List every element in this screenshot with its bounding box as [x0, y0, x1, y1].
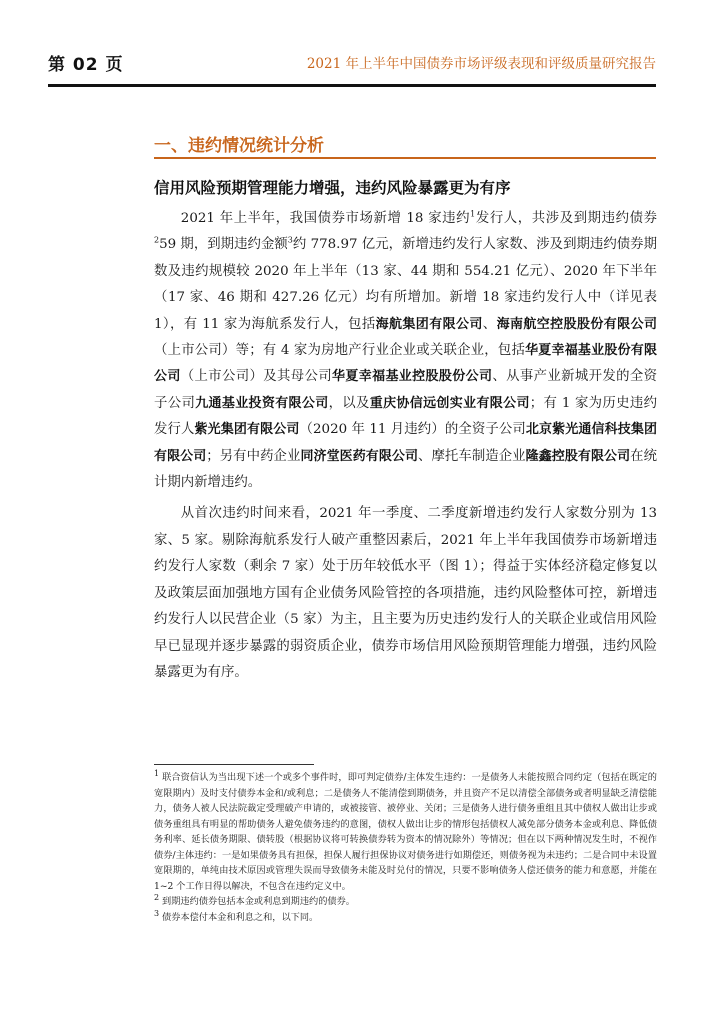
subheading: 信用风险预期管理能力增强，违约风险暴露更为有序	[154, 179, 511, 197]
page-header	[48, 50, 656, 76]
footnote-text: 债券本偿付本金和利息之和，以下同。	[159, 911, 319, 923]
footnote-ref[interactable]: 3	[287, 235, 293, 245]
company-name: 重庆协信远创实业有限公司	[369, 395, 530, 411]
text-run: 2021 年上半年，我国债券市场新增 18 家违约	[180, 211, 471, 226]
text-run: （上市公司）及其母公司	[180, 369, 332, 385]
header-rule	[48, 84, 656, 87]
company-name: 北京紫光通信科技集团有限公司	[154, 422, 657, 464]
paragraph-2: 从首次违约时间来看，2021 年一季度、二季度新增违约发行人家数分别为 13 家、5 家。剔除海航系发行人破产重整因素后，2021 年上半年我国债券市场新增违约发行人家数（剩余 7 家）处于历年较低水平（图 1）；得益于实体经济稳定修复以及政策层面加强地方国有企业债务风险管控的各项措施，违约风险整体可控，新增违约发行人以民营企业（5 家）为主，且主要为历史违约发行人的关联企业或信用风险早已显现并逐步暴露的弱资质企业，债券市场信用风险预期管理能力增强，违约风险暴露更为有序。	[154, 506, 657, 680]
text-run: 、从事产业新城开发的全资子公司	[154, 369, 657, 411]
footnote-2	[154, 894, 657, 910]
footnote-text: 联合资信认为当出现下述一个或多个事件时，即可判定债券/主体发生违约：一是债务人未能按照合同约定（包括在既定的宽限期内）及时支付债券本金和/或利息；二是债务人不能清偿到期债务，并且资产不足以清偿全部债务或者明显缺乏清偿能力，债务人被人民法院裁定受理破产申请的，或被接管、被停业、关闭；三是债务人进行债务重组且其中债权人做出让步或债务重组具有明显的帮助债务人避免债务违约的意图，债权人做出让步的情形包括债权人减免部分债务本金或利息、降低债务利率、延长债务期限、债转股（根据协议将可转换债券转为资本的情况除外）等情况；但在以下两种情况发生时，不视作债券/主体违约：一是如果债务具有担保，担保人履行担保协议对债务进行如期偿还，则债务视为未违约；二是合同中未设置宽限期的，单纯由技术原因或管理失误而导致债务未能及时兑付的情况，只要不影响债务人偿还债务的能力和意愿，并能在 1~2 个工作日得以解决，不包含在违约定义中。	[154, 772, 657, 892]
company-name: 隆鑫控股有限公司	[525, 448, 631, 464]
footnote-marker: 2	[154, 892, 160, 902]
footnote-marker: 3	[154, 908, 160, 918]
section-underline	[154, 157, 656, 159]
footnote-text: 到期违约债券包括本金或利息到期违约的债券。	[159, 896, 355, 907]
text-run: 约 778.97 亿元，新增违约发行人家数、涉及到期违约债券期数及违约规模较 2020 年上半年（13 家、44 期和 554.21 亿元）、2020 年下半年（17 家、46 期和 427.26 亿元）均有所增加。新增 18 家违约发行人中（详见表 1），有 11 家为海航系发行人，包括	[154, 237, 657, 332]
section-title: 一、违约情况统计分析	[154, 136, 324, 156]
text-run: ；有 1 家为历史违约发行人	[154, 395, 657, 438]
footnote-separator	[154, 764, 314, 765]
company-name: 华夏幸福基业股份有限公司	[154, 343, 657, 385]
company-name: 九通基业投资有限公司	[195, 395, 329, 411]
paragraph-1	[154, 206, 657, 496]
footnote-marker: 1	[154, 768, 160, 778]
section-heading	[154, 131, 656, 171]
text-run: 59 期，到期违约金额	[159, 237, 288, 253]
footnote-3	[154, 910, 657, 926]
text-run: 、摩托车制造企业	[418, 448, 526, 464]
footnote-ref[interactable]: 2	[154, 235, 160, 245]
text-run: （2020 年 11 月违约）的全资子公司	[299, 422, 526, 438]
footnote-ref[interactable]: 1	[470, 209, 476, 219]
text-run: ，以及	[328, 395, 370, 411]
company-name: 华夏幸福基业控股股份公司	[332, 369, 493, 385]
company-name: 海南航空控股股份有限公司	[496, 316, 657, 332]
footnote-1	[154, 770, 657, 894]
page-number: 第 02 页	[48, 55, 124, 75]
text-run: （上市公司）等；有 4 家为房地产行业企业或关联企业，包括	[154, 343, 526, 359]
company-name: 紫光集团有限公司	[194, 422, 300, 438]
text-run: 发行人，共涉及到期违约债券	[475, 211, 658, 226]
text-run: ；另有中药企业	[206, 448, 301, 464]
document-title: 2021 年上半年中国债券市场评级表现和评级质量研究报告	[306, 56, 656, 72]
text-run: 在统计期内新增违约。	[154, 448, 657, 491]
body-text	[154, 206, 657, 686]
footnotes	[154, 770, 657, 925]
text-run: 、	[482, 316, 497, 332]
company-name: 同济堂医药有限公司	[300, 448, 419, 464]
company-name: 海航集团有限公司	[375, 316, 483, 332]
